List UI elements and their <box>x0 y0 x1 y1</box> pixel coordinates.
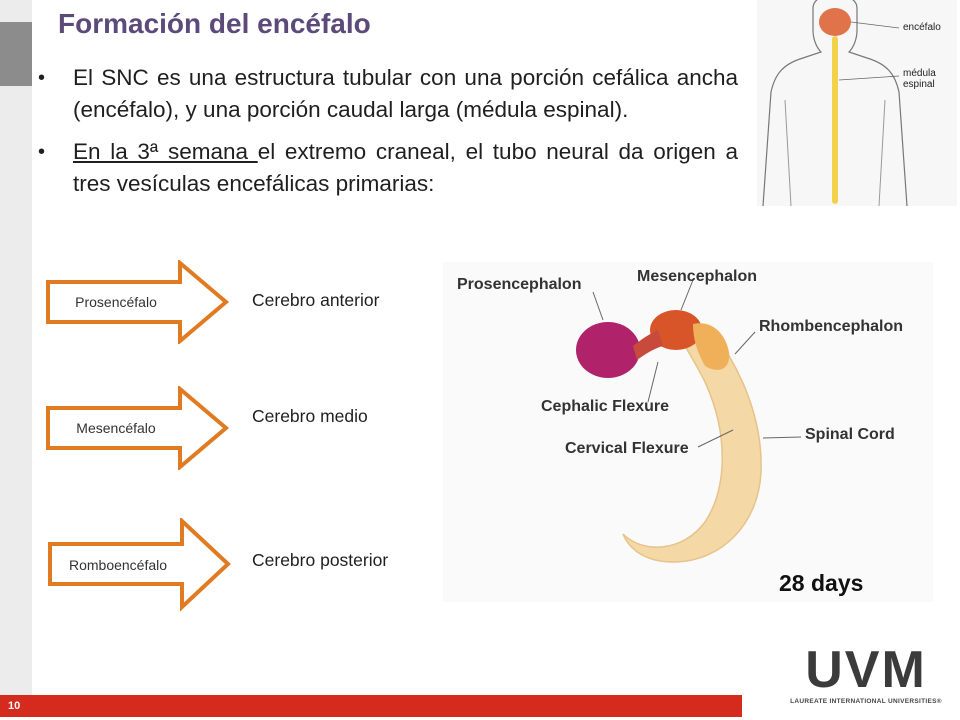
uvm-logo <box>790 641 942 712</box>
label-rhombencephalon: Rhombencephalon <box>759 318 904 335</box>
left-margin-strip <box>0 0 32 695</box>
footer-bar <box>0 695 742 717</box>
bullet-item <box>38 136 738 200</box>
label-28-days: 28 days <box>779 570 864 596</box>
bullet-text: El SNC es una estructura tubular con una porción cefálica ancha (encéfalo), y una porción caudal larga (médula espinal). <box>73 65 738 122</box>
arrow-mesencefalo <box>40 386 230 470</box>
label-espinal: espinal <box>903 79 935 90</box>
left-accent-block <box>0 22 32 86</box>
bullet-list <box>38 62 738 210</box>
bullet-text: el extremo craneal, el tubo neural da origen a tres vesículas encefálicas primarias: <box>73 139 738 196</box>
page-number: 10 <box>8 700 21 712</box>
bullet-icon: • <box>38 67 46 89</box>
label-cephalic-flexure: Cephalic Flexure <box>541 398 670 415</box>
bullet-item <box>38 62 738 126</box>
logo-text: UVM <box>805 641 927 699</box>
bullet-icon: • <box>38 141 46 163</box>
label-spinal-cord: Spinal Cord <box>805 426 895 443</box>
arrow-label: Romboencéfalo <box>68 557 168 573</box>
label-medula: médula <box>903 68 936 79</box>
arrow-prosencefalo <box>40 260 230 344</box>
body-nervous-system-figure <box>757 0 957 206</box>
bullet-underlined-text: En la 3ª semana <box>73 139 258 164</box>
label-mesencephalon: Mesencephalon <box>637 268 758 285</box>
embryo-28-days-figure <box>443 262 933 602</box>
region-label-anterior: Cerebro anterior <box>252 290 380 310</box>
logo-subtitle: LAUREATE INTERNATIONAL UNIVERSITIES® <box>790 698 942 705</box>
slide-title: Formación del encéfalo <box>58 8 371 39</box>
label-cervical-flexure: Cervical Flexure <box>565 440 689 457</box>
label-prosencephalon: Prosencephalon <box>457 276 582 293</box>
arrow-romboencefalo <box>42 518 232 602</box>
arrow-label: Mesencéfalo <box>76 420 156 436</box>
label-encefalo: encéfalo <box>903 22 941 33</box>
arrow-label: Prosencéfalo <box>75 294 157 310</box>
region-label-medio: Cerebro medio <box>252 406 368 426</box>
region-label-posterior: Cerebro posterior <box>252 550 389 570</box>
